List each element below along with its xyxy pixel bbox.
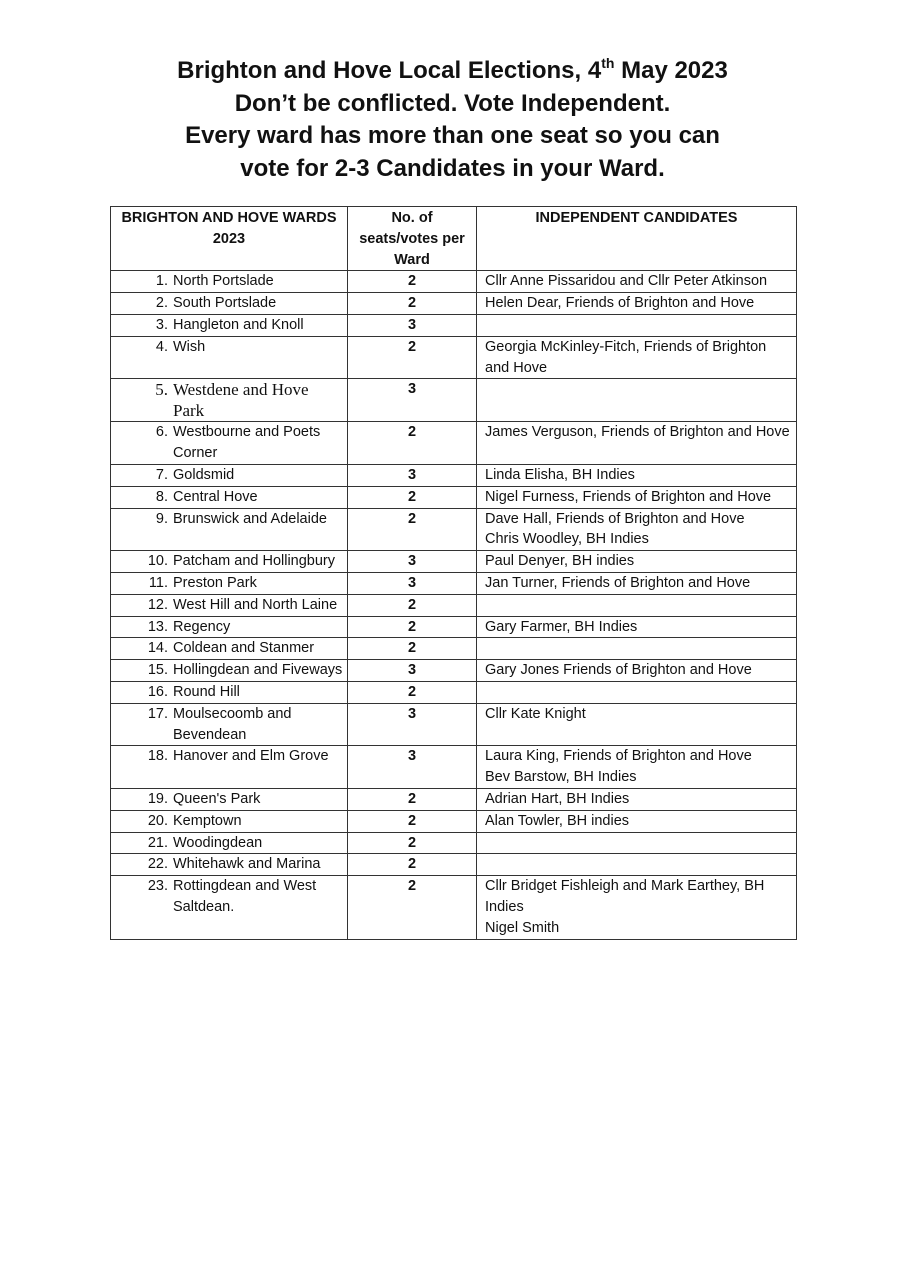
candidates-cell — [477, 293, 797, 315]
table-row — [111, 616, 797, 638]
table-row — [111, 551, 797, 573]
candidate-entry: Helen Dear, Friends of Brighton and Hove — [485, 295, 755, 312]
table-body — [111, 271, 797, 939]
seats-count: 2 — [348, 336, 477, 379]
candidates-cell — [477, 788, 797, 810]
ward-number: 15. — [147, 662, 168, 679]
ward-cell — [111, 660, 348, 682]
heading-line-1-text: Brighton and Hove Local Elections, 4 — [177, 57, 602, 84]
candidates-cell — [477, 508, 797, 551]
ward-cell — [111, 832, 348, 854]
ward-cell — [111, 638, 348, 660]
ward-name: Westbourne and Poets Corner — [173, 424, 321, 462]
ward-name: Moulsecoomb and Bevendean — [173, 705, 292, 743]
candidate-entry: Paul Denyer, BH indies — [485, 553, 635, 570]
ward-number: 8. — [155, 488, 168, 505]
candidate-entry: Cllr Bridget Fishleigh and Mark Earthey, BH Indies — [485, 878, 765, 915]
table-row — [111, 572, 797, 594]
table-row — [111, 336, 797, 379]
table-row — [111, 314, 797, 336]
ward-cell — [111, 508, 348, 551]
seats-count: 2 — [348, 271, 477, 293]
ward-name: North Portslade — [173, 273, 274, 290]
heading-line-1 — [0, 55, 905, 88]
candidate-entry: Gary Jones Friends of Brighton and Hove — [485, 662, 752, 679]
seats-count: 2 — [348, 616, 477, 638]
ward-number: 6. — [155, 424, 168, 441]
document-heading — [0, 55, 905, 185]
ward-number: 3. — [155, 316, 168, 333]
candidate-entry: Laura King, Friends of Brighton and Hove — [485, 748, 752, 765]
candidates-cell — [477, 876, 797, 939]
seats-count: 2 — [348, 638, 477, 660]
ward-cell — [111, 594, 348, 616]
ward-cell — [111, 810, 348, 832]
seats-count: 3 — [348, 746, 477, 789]
table-row — [111, 681, 797, 703]
seats-count: 3 — [348, 703, 477, 746]
candidate-entry: James Verguson, Friends of Brighton and Hove — [485, 424, 790, 441]
ward-number: 13. — [147, 618, 168, 635]
candidate-entry: Alan Towler, BH indies — [485, 812, 630, 829]
ward-cell — [111, 336, 348, 379]
candidates-cell — [477, 594, 797, 616]
ward-cell — [111, 788, 348, 810]
candidate-entry: Nigel Smith — [485, 919, 560, 936]
ward-cell — [111, 681, 348, 703]
ward-number: 17. — [147, 705, 168, 722]
candidates-cell — [477, 638, 797, 660]
ward-name: Rottingdean and West Saltdean. — [173, 878, 317, 915]
seats-count: 2 — [348, 832, 477, 854]
seats-count: 2 — [348, 854, 477, 876]
ward-cell — [111, 746, 348, 789]
ward-number: 19. — [147, 790, 168, 807]
ward-cell — [111, 854, 348, 876]
table-row — [111, 422, 797, 465]
ward-number: 14. — [147, 640, 168, 657]
ward-name: Hangleton and Knoll — [173, 316, 304, 333]
ward-cell — [111, 271, 348, 293]
seats-count: 2 — [348, 293, 477, 315]
seats-count: 3 — [348, 379, 477, 422]
seats-count: 2 — [348, 422, 477, 465]
table-row — [111, 464, 797, 486]
ward-cell — [111, 486, 348, 508]
ward-name: Queen's Park — [173, 790, 261, 807]
seats-count: 3 — [348, 464, 477, 486]
header-wards: BRIGHTON AND HOVE WARDS 2023 — [111, 207, 348, 271]
seats-count: 3 — [348, 314, 477, 336]
ward-cell — [111, 616, 348, 638]
table-row — [111, 594, 797, 616]
table-row — [111, 638, 797, 660]
table-row — [111, 854, 797, 876]
seats-count: 2 — [348, 508, 477, 551]
candidates-cell — [477, 271, 797, 293]
ward-cell — [111, 379, 348, 422]
seats-count: 2 — [348, 486, 477, 508]
ward-number: 7. — [155, 466, 168, 483]
candidates-cell — [477, 336, 797, 379]
ward-cell — [111, 422, 348, 465]
ward-number: 12. — [147, 596, 168, 613]
ward-name: Central Hove — [173, 488, 258, 505]
ward-number: 20. — [147, 812, 168, 829]
ward-cell — [111, 572, 348, 594]
candidates-cell — [477, 551, 797, 573]
candidates-cell — [477, 810, 797, 832]
ward-number: 4. — [155, 338, 168, 355]
candidates-cell — [477, 746, 797, 789]
candidate-entry: Bev Barstow, BH Indies — [485, 769, 637, 786]
heading-line-4: vote for 2-3 Candidates in your Ward. — [240, 154, 665, 182]
seats-count: 3 — [348, 551, 477, 573]
candidates-cell — [477, 314, 797, 336]
ward-name: Westdene and Hove Park — [173, 380, 309, 421]
heading-line-2: Don’t be conflicted. Vote Independent. — [234, 89, 671, 117]
candidates-cell — [477, 422, 797, 465]
ward-cell — [111, 464, 348, 486]
candidates-cell — [477, 854, 797, 876]
seats-count: 3 — [348, 572, 477, 594]
seats-count: 2 — [348, 594, 477, 616]
ward-name: West Hill and North Laine — [173, 596, 338, 613]
candidate-entry: Dave Hall, Friends of Brighton and Hove — [485, 510, 745, 527]
table-header-row — [111, 207, 797, 271]
candidate-entry: Linda Elisha, BH Indies — [485, 466, 635, 483]
ward-name: Coldean and Stanmer — [173, 640, 315, 657]
ward-number: 18. — [147, 748, 168, 765]
header-candidates: INDEPENDENT CANDIDATES — [477, 207, 797, 271]
ward-number: 11. — [148, 574, 168, 591]
candidate-entry: Georgia McKinley-Fitch, Friends of Brighton and Hove — [485, 338, 767, 376]
candidate-entry: Adrian Hart, BH Indies — [485, 790, 630, 807]
seats-count: 3 — [348, 660, 477, 682]
ward-cell — [111, 293, 348, 315]
table-row — [111, 703, 797, 746]
candidate-entry: Gary Farmer, BH Indies — [485, 618, 638, 635]
table-row — [111, 293, 797, 315]
wards-table — [110, 206, 797, 940]
ward-name: Whitehawk and Marina — [173, 856, 321, 873]
ward-number: 2. — [155, 295, 168, 312]
candidate-entry: Cllr Kate Knight — [485, 705, 586, 722]
table-row — [111, 508, 797, 551]
candidates-cell — [477, 703, 797, 746]
candidates-cell — [477, 832, 797, 854]
ward-cell — [111, 703, 348, 746]
ward-name: Hollingdean and Fiveways — [173, 662, 343, 679]
candidate-entry: Cllr Anne Pissaridou and Cllr Peter Atkinson — [485, 273, 768, 290]
ward-cell — [111, 314, 348, 336]
ward-name: Woodingdean — [173, 834, 263, 851]
ward-cell — [111, 876, 348, 939]
ward-name: Brunswick and Adelaide — [173, 510, 327, 527]
table-row — [111, 660, 797, 682]
ward-number: 16. — [147, 683, 168, 700]
table-row — [111, 832, 797, 854]
ward-name: Round Hill — [173, 683, 240, 700]
ward-cell — [111, 551, 348, 573]
table-row — [111, 271, 797, 293]
ward-number: 9. — [155, 510, 168, 527]
seats-count: 2 — [348, 788, 477, 810]
candidate-entry: Chris Woodley, BH Indies — [485, 531, 649, 548]
ward-name: Kemptown — [173, 812, 242, 829]
candidates-cell — [477, 616, 797, 638]
candidates-cell — [477, 572, 797, 594]
heading-ordinal-suffix: th — [601, 55, 615, 71]
table-row — [111, 788, 797, 810]
ward-number: 21. — [147, 834, 168, 851]
ward-name: South Portslade — [173, 295, 277, 312]
candidates-cell — [477, 464, 797, 486]
seats-count: 2 — [348, 876, 477, 939]
table-row — [111, 486, 797, 508]
ward-number: 1. — [155, 273, 168, 290]
candidates-cell — [477, 486, 797, 508]
candidates-cell — [477, 379, 797, 422]
ward-name: Preston Park — [173, 574, 257, 591]
table-row — [111, 876, 797, 939]
seats-count: 2 — [348, 810, 477, 832]
ward-number: 5. — [155, 380, 168, 400]
heading-line-3: Every ward has more than one seat so you can — [185, 122, 720, 149]
candidate-entry: Jan Turner, Friends of Brighton and Hove — [485, 574, 751, 591]
table-row — [111, 746, 797, 789]
candidate-entry: Nigel Furness, Friends of Brighton and Hove — [485, 488, 772, 505]
ward-name: Patcham and Hollingbury — [173, 553, 336, 570]
ward-number: 23. — [147, 878, 168, 895]
ward-name: Hanover and Elm Grove — [173, 748, 329, 765]
ward-name: Regency — [173, 618, 231, 635]
seats-count: 2 — [348, 681, 477, 703]
heading-line-1-date: May 2023 — [614, 57, 728, 84]
header-seats: No. of seats/votes per Ward — [348, 207, 477, 271]
ward-name: Wish — [173, 338, 206, 355]
table-row — [111, 810, 797, 832]
table-row — [111, 379, 797, 422]
candidates-cell — [477, 681, 797, 703]
candidates-cell — [477, 660, 797, 682]
ward-name: Goldsmid — [173, 466, 235, 483]
ward-number: 22. — [147, 856, 168, 873]
ward-number: 10. — [147, 553, 168, 570]
